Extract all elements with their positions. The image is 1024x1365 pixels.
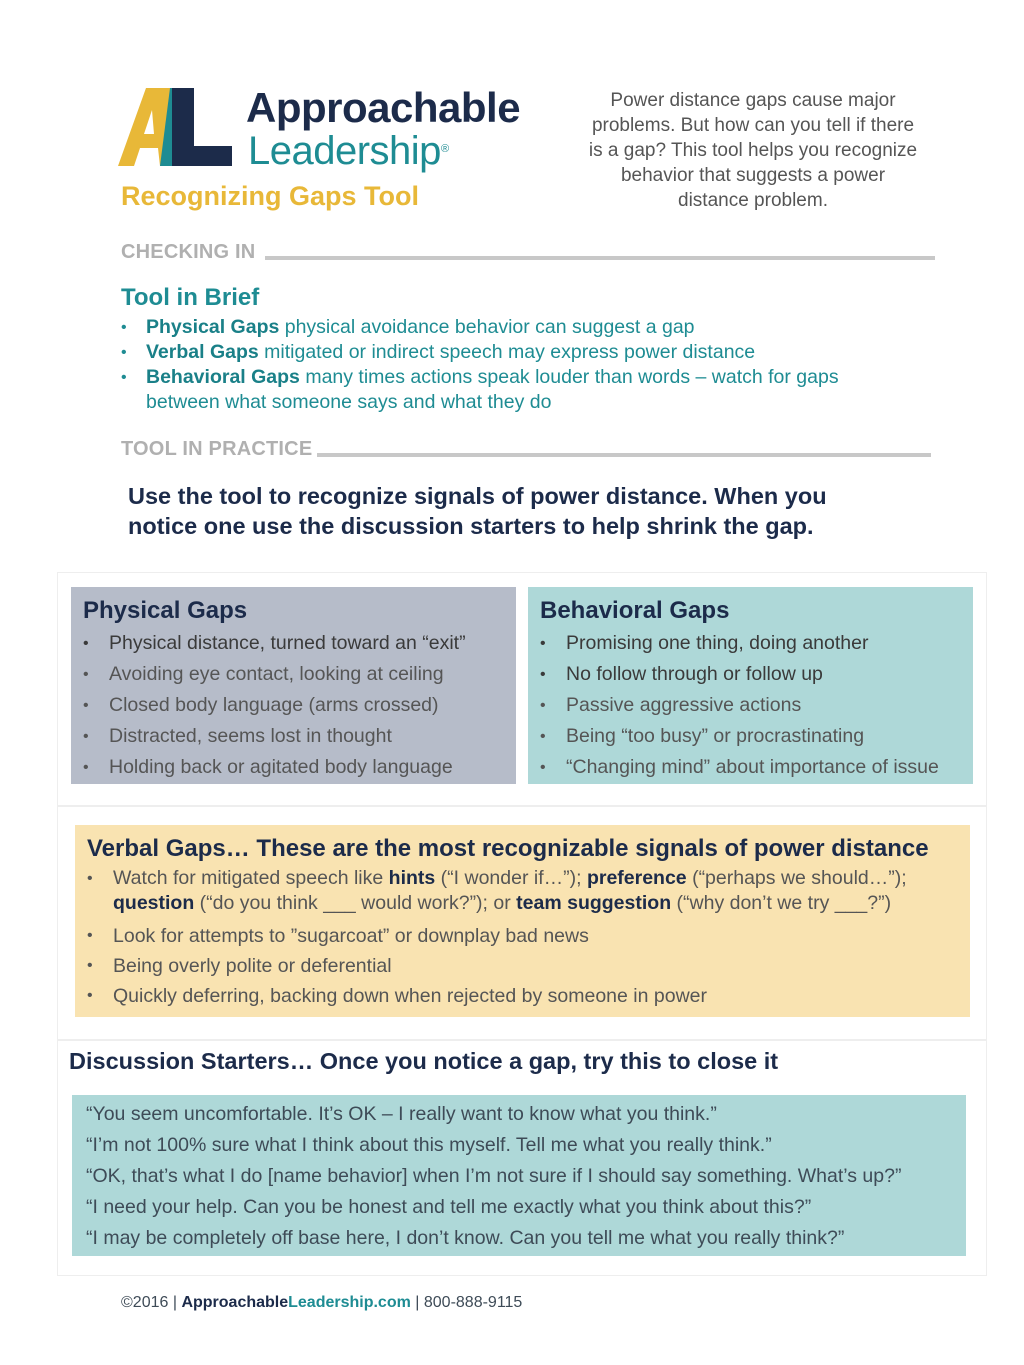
phone-number: | 800-888-9115 [410, 1294, 523, 1311]
registered-mark: ® [440, 143, 449, 155]
intro-text: Power distance gaps cause major problems. But how can you tell if there is a gap? This tool helps you recognize behavior that suggests a power distance problem. [588, 90, 918, 211]
section-divider [265, 256, 935, 260]
discussion-starters-title: Discussion Starters… Once you notice a gap, try this to close it [69, 1048, 779, 1074]
list-item: • Being overly polite or deferential [87, 951, 958, 981]
discussion-line: “You seem uncomfortable. It’s OK – I really want to know what you think.” [86, 1103, 717, 1125]
tool-in-brief-title: Tool in Brief [121, 284, 260, 311]
behavioral-gaps-box [528, 587, 973, 784]
verbal-gaps-box [75, 825, 970, 1017]
website-link[interactable]: ApproachableLeadership.com [181, 1294, 411, 1311]
verbal-gaps-title: Verbal Gaps… These are the most recognizable signals of power distance [87, 835, 929, 862]
list-item: • Holding back or agitated body language [83, 752, 504, 783]
list-item: • Being “too busy” or procrastinating [540, 721, 961, 752]
list-item: • Closed body language (arms crossed) [83, 690, 504, 721]
copyright: ©2016 | [121, 1294, 182, 1311]
list-item: • Behavioral Gaps many times actions speak louder than words – watch for gaps between what someone says and what they do [121, 365, 901, 415]
verbal-gaps-list [87, 866, 958, 1011]
brand-name-line2: Leadership® [248, 129, 449, 173]
list-item: • Avoiding eye contact, looking at ceiling [83, 659, 504, 690]
checking-in-heading: CHECKING IN [121, 241, 256, 263]
list-item: • No follow through or follow up [540, 659, 961, 690]
behavioral-gaps-list [540, 628, 961, 783]
tool-in-practice-heading: TOOL IN PRACTICE [121, 438, 313, 460]
list-item: • “Changing mind” about importance of issue [540, 752, 961, 783]
discussion-line: “I’m not 100% sure what I think about this myself. Tell me what you really think.” [86, 1134, 772, 1156]
list-item: • Distracted, seems lost in thought [83, 721, 504, 752]
list-item: • Promising one thing, doing another [540, 628, 961, 659]
list-item: • Physical Gaps physical avoidance behavior can suggest a gap [121, 315, 901, 340]
physical-gaps-list [83, 628, 504, 783]
list-item: • Passive aggressive actions [540, 690, 961, 721]
physical-gaps-title: Physical Gaps [83, 597, 248, 624]
tool-title: Recognizing Gaps Tool [121, 181, 420, 211]
discussion-line: “I need your help. Can you be honest and tell me exactly what you think about this?” [86, 1196, 812, 1218]
behavioral-gaps-title: Behavioral Gaps [540, 597, 730, 624]
discussion-starters-box [72, 1095, 966, 1256]
tool-in-brief-list [121, 315, 901, 415]
practice-instructions: Use the tool to recognize signals of power distance. When you notice one use the discussion starters to help shrink the gap. [128, 483, 827, 539]
approachable-leadership-logo [118, 88, 238, 170]
list-item: • Watch for mitigated speech like hints (“I wonder if…”); preference (“perhaps we should…”); question (“do you think ___ would work?”); or team suggestion (“why don’t we try ___?”) [87, 866, 958, 921]
discussion-line: “OK, that’s what I do [name behavior] when I’m not sure if I should say something. What’s up?” [86, 1165, 902, 1187]
list-item: • Verbal Gaps mitigated or indirect speech may express power distance [121, 340, 901, 365]
list-item: • Quickly deferring, backing down when rejected by someone in power [87, 981, 958, 1011]
section-divider [317, 453, 931, 457]
discussion-line: “I may be completely off base here, I don’t know. Can you tell me what you really think?” [86, 1227, 845, 1249]
brand-name-line1: Approachable [246, 84, 521, 131]
list-item: • Physical distance, turned toward an “exit” [83, 628, 504, 659]
footer [121, 1294, 522, 1312]
physical-gaps-box [71, 587, 516, 784]
list-item: • Look for attempts to ”sugarcoat” or downplay bad news [87, 921, 958, 951]
